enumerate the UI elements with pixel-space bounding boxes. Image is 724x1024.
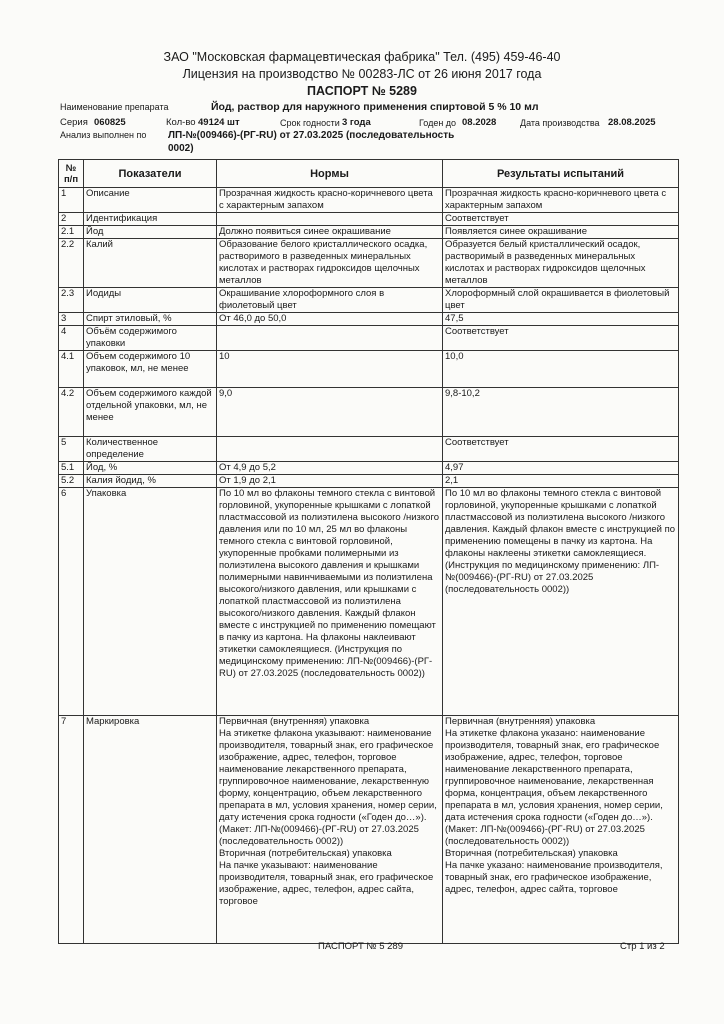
shelf-life-label: Срок годности — [280, 118, 340, 128]
row-norm — [217, 213, 443, 226]
row-result: По 10 мл во флаконы темного стекла с винтовой горловиной, укупоренные крышками с лопаткой пластмассовой из полиэтилена высокого /низкого давления. Каждый флакон вместе с инструкцией по применению помещены в пачку из картона. На флаконы наклеены этикетки самоклеящиеся. (Инструкция по медицинскому применению: ЛП-№(009466)-(РГ-RU) от 27.03.2025 (последовательность 0002)) — [443, 488, 679, 716]
table-row — [59, 313, 679, 326]
footer-passport-number: ПАСПОРТ № 5 289 — [318, 941, 403, 952]
drug-name-value: Йод, раствор для наружного применения спиртовой 5 % 10 мл — [211, 101, 539, 113]
row-num: 4.1 — [59, 351, 84, 388]
col-header-results: Результаты испытаний — [443, 160, 679, 188]
row-num: 5.1 — [59, 462, 84, 475]
row-indicator: Спирт этиловый, % — [84, 313, 217, 326]
row-result: Первичная (внутренняя) упаковка На этикетке флакона указано: наименование производителя, товарный знак, его графическое изображение, адрес, телефон, торговое наименование лекарственного препарата, группировочное наименование, лекарственная форма, концентрация, объем лекарственного препарата в мл, условия хранения, номер серии, дата истечения срока годности («Годен до…»). (Макет: ЛП-№(009466)-(РГ-RU) от 27.03.2025 (последовательность 0002)) Вторичная (потребительская) упаковка На пачке указано: наименование производителя, товарный знак, его графическое изображение, адрес, телефон, адрес сайта, торговое — [443, 716, 679, 944]
row-norm: Окрашивание хлороформного слоя в фиолетовый цвет — [217, 288, 443, 313]
row-norm: По 10 мл во флаконы темного стекла с винтовой горловиной, укупоренные крышками с лопаткой пластмассовой из полиэтилена высокого /низкого давления или по 10 мл, 25 мл во флаконы темного стекла с винтовой горловиной, укупоренные пробками полимерными из полиэтилена высокого давления и крышками полимерными навинчиваемыми из полиэтилена высокого/низкого давления, или крышками с лопаткой пластмассовой из полиэтилена высокого/низкого давления. Каждый флакон вместе с инструкцией по применению помещают в пачку из картона. На флаконы наклеивают этикетки самоклеящиеся. (Инструкция по медицинскому применению: ЛП-№(009466)-(РГ-RU) от 27.03.2025 (последовательность 0002)) — [217, 488, 443, 716]
col-header-norms: Нормы — [217, 160, 443, 188]
row-result: 9,8-10,2 — [443, 388, 679, 437]
row-indicator: Калий — [84, 239, 217, 288]
table-row — [59, 239, 679, 288]
row-norm: Должно появиться синее окрашивание — [217, 226, 443, 239]
test-results-table — [58, 159, 679, 944]
footer-page-number: Стр 1 из 2 — [620, 941, 665, 952]
table-header-row — [59, 160, 679, 188]
row-indicator: Иодиды — [84, 288, 217, 313]
row-result: Образуется белый кристаллический осадок, растворимый в разведенных минеральных кислотах и растворах гидроксидов щелочных металлов — [443, 239, 679, 288]
row-num: 1 — [59, 188, 84, 213]
row-num: 2.2 — [59, 239, 84, 288]
col-header-num: № п/п — [59, 160, 84, 188]
row-num: 5.2 — [59, 475, 84, 488]
row-result: 10,0 — [443, 351, 679, 388]
row-num: 2 — [59, 213, 84, 226]
row-num: 4.2 — [59, 388, 84, 437]
row-indicator: Маркировка — [84, 716, 217, 944]
row-result: Хлороформный слой окрашивается в фиолетовый цвет — [443, 288, 679, 313]
table-row — [59, 326, 679, 351]
row-norm: От 46,0 до 50,0 — [217, 313, 443, 326]
row-norm: От 4,9 до 5,2 — [217, 462, 443, 475]
row-indicator: Йод, % — [84, 462, 217, 475]
row-num: 4 — [59, 326, 84, 351]
row-norm: 10 — [217, 351, 443, 388]
row-num: 6 — [59, 488, 84, 716]
row-indicator: Объем содержимого каждой отдельной упаковки, мл, не менее — [84, 388, 217, 437]
row-indicator: Объем содержимого 10 упаковок, мл, не менее — [84, 351, 217, 388]
table-row — [59, 475, 679, 488]
row-result: Соответствует — [443, 437, 679, 462]
row-norm — [217, 326, 443, 351]
row-norm: От 1,9 до 2,1 — [217, 475, 443, 488]
row-indicator: Описание — [84, 188, 217, 213]
table-row — [59, 226, 679, 239]
row-num: 2.1 — [59, 226, 84, 239]
valid-until-value: 08.2028 — [462, 117, 497, 128]
row-result: Прозрачная жидкость красно-коричневого цвета с характерным запахом — [443, 188, 679, 213]
row-indicator: Идентификация — [84, 213, 217, 226]
table-row — [59, 437, 679, 462]
quantity-label: Кол-во — [166, 117, 196, 128]
table-row — [59, 213, 679, 226]
row-num: 3 — [59, 313, 84, 326]
production-date-value: 28.08.2025 — [608, 117, 656, 128]
col-header-indicator: Показатели — [84, 160, 217, 188]
table-row — [59, 488, 679, 716]
row-indicator: Йод — [84, 226, 217, 239]
row-norm: Прозрачная жидкость красно-коричневого цвета с характерным запахом — [217, 188, 443, 213]
quantity-value: 49124 шт — [198, 117, 240, 128]
table-row — [59, 288, 679, 313]
table-row — [59, 188, 679, 213]
passport-title: ПАСПОРТ № 5289 — [307, 84, 417, 98]
row-indicator: Калия йодид, % — [84, 475, 217, 488]
table-row — [59, 388, 679, 437]
row-indicator: Количественное определение — [84, 437, 217, 462]
row-result: Соответствует — [443, 213, 679, 226]
series-value: 060825 — [94, 117, 126, 128]
row-result: Появляется синее окрашивание — [443, 226, 679, 239]
row-result: Соответствует — [443, 326, 679, 351]
row-result: 4,97 — [443, 462, 679, 475]
analysis-value: ЛП-№(009466)-(РГ-RU) от 27.03.2025 (последовательность 0002) — [168, 130, 455, 154]
row-num: 2.3 — [59, 288, 84, 313]
row-result: 2,1 — [443, 475, 679, 488]
company-line: ЗАО "Московская фармацевтическая фабрика" Тел. (495) 459-46-40 — [163, 50, 561, 64]
valid-until-label: Годен до — [419, 118, 457, 128]
row-result: 47,5 — [443, 313, 679, 326]
row-num: 5 — [59, 437, 84, 462]
row-norm: Первичная (внутренняя) упаковка На этикетке флакона указывают: наименование производителя, товарный знак, его графическое изображение, адрес, телефон, торговое наименование лекарственного препарата, группировочное наименование, лекарственную форму, концентрацию, объем лекарственного препарата в мл, условия хранения, номер серии, дату истечения срока годности («Годен до…»). (Макет: ЛП-№(009466)-(РГ-RU) от 27.03.2025 (последовательность 0002)) Вторичная (потребительская) упаковка На пачке указывают: наименование производителя, товарный знак, его графическое изображение, адрес, телефон, адрес сайта, торговое — [217, 716, 443, 944]
production-date-label: Дата производства — [520, 118, 600, 128]
series-label: Серия — [60, 117, 88, 128]
table-row — [59, 716, 679, 944]
table-row — [59, 462, 679, 475]
row-indicator: Объём содержимого упаковки — [84, 326, 217, 351]
row-norm: Образование белого кристаллического осадка, растворимого в разведенных минеральных кислотах и растворах гидроксидов щелочных металлов — [217, 239, 443, 288]
table-row — [59, 351, 679, 388]
shelf-life-value: 3 года — [342, 117, 371, 128]
row-indicator: Упаковка — [84, 488, 217, 716]
row-norm: 9,0 — [217, 388, 443, 437]
row-norm — [217, 437, 443, 462]
analysis-label: Анализ выполнен по — [60, 130, 147, 140]
license-line: Лицензия на производство № 00283-ЛС от 26 июня 2017 года — [182, 67, 542, 81]
row-num: 7 — [59, 716, 84, 944]
drug-name-label: Наименование препарата — [60, 102, 169, 112]
